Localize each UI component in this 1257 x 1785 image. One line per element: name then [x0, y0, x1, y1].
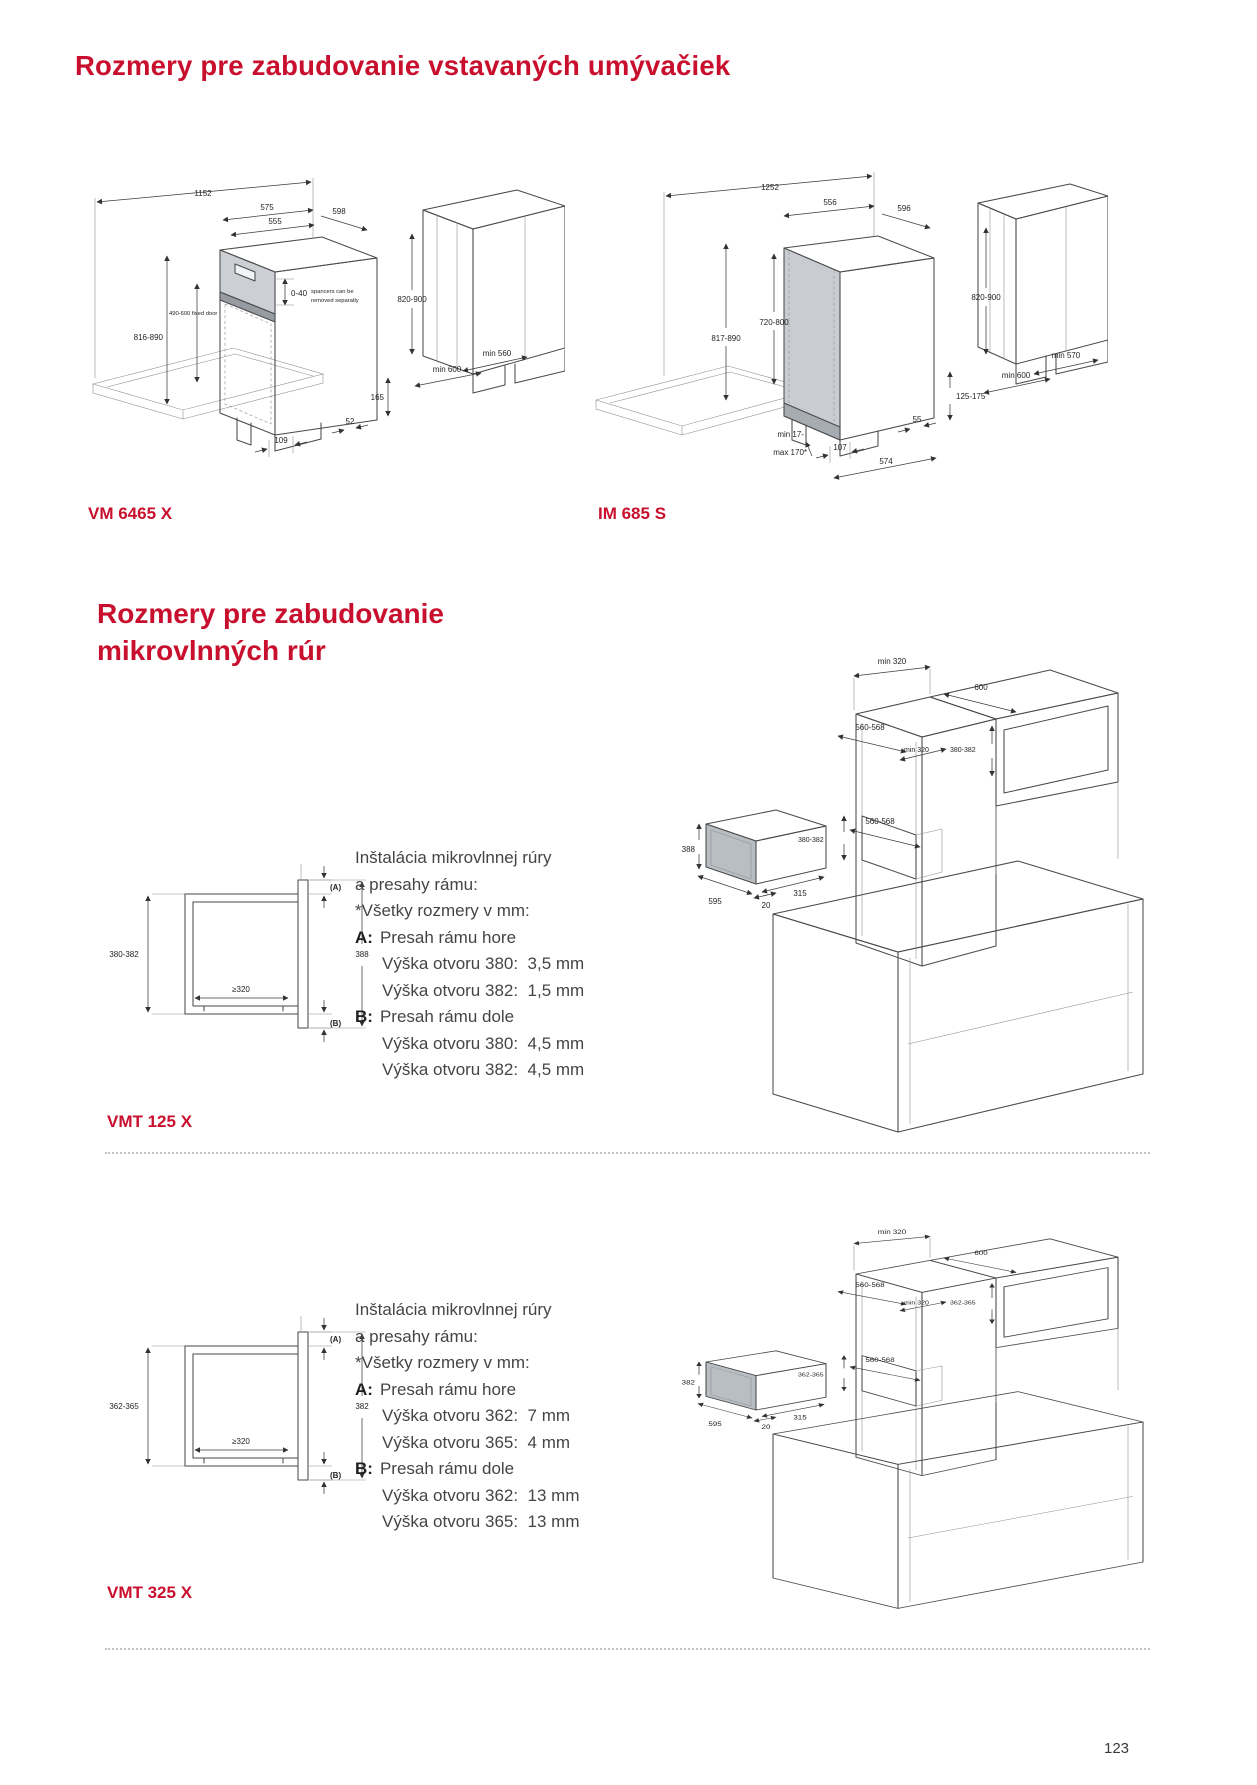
notes-b-row2: Výška otvoru 365: 13 mm — [382, 1512, 580, 1531]
dotted-divider — [105, 1152, 1150, 1154]
model-label-vmt125x: VMT 125 X — [107, 1112, 193, 1131]
dim-plinth-height: 165 — [370, 393, 384, 402]
notes-b-row1: Výška otvoru 362: 13 mm — [382, 1485, 580, 1505]
dim-height-left: 816-890 — [133, 333, 163, 342]
notes-a-row1: Výška otvoru 362: 7 mm — [382, 1406, 571, 1425]
dim-min-depth-bottom: min 600 — [1001, 371, 1031, 380]
dim-plinth-depth: 55 — [912, 415, 922, 424]
cross-section-diagram-vmt125x — [100, 856, 380, 1051]
marker-a: (A) — [330, 1335, 342, 1344]
dim-foot-depth: 109 — [274, 436, 288, 445]
dim-height-range: 362-365 — [109, 1402, 139, 1411]
dim-niche-height-right: 362-365 — [950, 1299, 976, 1307]
notes-a-label: A: — [355, 1379, 373, 1399]
wall-cabinet-drawing — [930, 1239, 1118, 1402]
dim-spacer-range: 0-40 — [291, 289, 308, 298]
microwaves-section-title — [97, 595, 444, 669]
notes-intro-1: Inštalácia mikrovlnnej rúry — [355, 848, 552, 867]
dim-min-depth-bottom: min 600 — [432, 365, 462, 374]
dim-overall-height: 388 — [355, 950, 369, 959]
cabinet-column-drawing — [856, 697, 996, 966]
dim-min-width-top: min 320 — [877, 657, 907, 666]
spacer-note-line2: removed separatly — [311, 298, 359, 304]
marker-b: (B) — [330, 1019, 342, 1028]
notes-b-title: B: Presah rámu dole — [355, 1459, 515, 1478]
dim-niche-width-top: 560-568 — [855, 723, 885, 732]
dim-niche-width-top: 560-568 — [855, 1280, 885, 1289]
dim-depth: 596 — [897, 204, 911, 213]
dim-min-width-right: min 320 — [904, 747, 929, 754]
dim-depth: 598 — [332, 207, 346, 216]
installation-notes-vmt125x — [355, 845, 615, 1084]
frame-drawing — [152, 1316, 308, 1480]
dim-height: 817-890 — [711, 334, 741, 343]
niche-opening-right — [1004, 706, 1108, 793]
dim-min-depth-top: min 560 — [482, 349, 512, 358]
wall-cabinet-drawing — [930, 670, 1118, 874]
dim-unit-depth: 315 — [793, 889, 807, 898]
cross-section-diagram-vmt325x — [100, 1308, 380, 1503]
dim-unit-depth: 315 — [793, 1413, 807, 1422]
marker-a: (A) — [330, 883, 342, 892]
notes-b-label: B: — [355, 1007, 373, 1026]
cabinet-drawing — [423, 190, 565, 393]
microwaves-title-line1: Rozmery pre zabudovanie — [97, 598, 444, 629]
page-number: 123 — [1104, 1740, 1130, 1757]
notes-a-row2: Výška otvoru 365: 4 mm — [382, 1432, 571, 1452]
dim-unit-height: 388 — [681, 845, 695, 854]
dim-niche-width-bottom: 560-568 — [865, 1355, 895, 1364]
plinth-board-drawing — [596, 366, 814, 435]
dim-min-width-top: min 320 — [877, 1227, 907, 1236]
notes-a-row2: Výška otvoru 382: 1,5 mm — [382, 980, 585, 1000]
niche-opening-right — [1004, 1268, 1108, 1338]
dim-niche-height-right: 380-382 — [950, 747, 976, 754]
dim-unit-width: 595 — [708, 897, 722, 906]
dim-min-width-right: min 320 — [904, 1299, 929, 1307]
dim-foot-note2: max 170* — [773, 448, 807, 457]
dim-total-width: 1252 — [761, 183, 779, 192]
installation-notes-vmt325x — [355, 1297, 615, 1536]
base-cabinet-drawing — [773, 1392, 1143, 1609]
dimension-lines — [95, 178, 527, 457]
dim-overall-height: 382 — [355, 1402, 369, 1411]
notes-intro-2: a presahy rámu: — [355, 874, 478, 894]
microwave-door — [706, 824, 756, 884]
notes-a-title: A: Presah rámu hore — [355, 927, 517, 947]
dim-min-depth-top: min 570 — [1051, 351, 1081, 360]
dim-unit-offset: 20 — [761, 901, 771, 910]
dishwashers-section-title: Rozmery pre zabudovanie vstavaných umývačiek — [75, 50, 731, 81]
dim-unit-offset: 20 — [761, 1423, 771, 1431]
dim-fixed-door: 490-600 fixed door — [169, 311, 218, 317]
dim-width: 556 — [823, 198, 837, 207]
notes-b-label: B: — [355, 1459, 373, 1478]
notes-intro-2: a presahy rámu: — [355, 1326, 478, 1346]
dim-base-width: 574 — [879, 457, 893, 466]
dimension-lines — [109, 1318, 369, 1494]
dimension-lines — [109, 866, 369, 1042]
dim-cabinet-height: 820-900 — [397, 295, 427, 304]
dim-niche-height-left: 380-382 — [798, 837, 824, 844]
frame-drawing — [152, 864, 308, 1028]
dim-unit-height: 382 — [681, 1378, 695, 1387]
notes-intro-3: *Všetky rozmery v mm: — [355, 901, 530, 920]
plinth-board-drawing — [93, 348, 323, 419]
dim-width-outer: 575 — [260, 203, 274, 212]
notes-b-title: B: Presah rámu dole — [355, 1007, 515, 1026]
dotted-divider — [105, 1648, 1150, 1650]
dim-min-depth: ≥320 — [232, 985, 250, 994]
dimension-lines — [664, 172, 1098, 478]
iso-diagram-vmt325x — [598, 1162, 1158, 1622]
notes-intro-1: Inštalácia mikrovlnnej rúry — [355, 1300, 552, 1319]
notes-b-row1: Výška otvoru 380: 4,5 mm — [382, 1033, 585, 1053]
notes-a-label: A: — [355, 927, 373, 947]
iso-diagram-vmt125x — [598, 574, 1158, 1149]
dim-height-range: 380-382 — [109, 950, 139, 959]
dim-cabinet-height: 820-900 — [971, 293, 1001, 302]
marker-b: (B) — [330, 1471, 342, 1480]
dim-cabinet-depth: 600 — [974, 683, 988, 692]
cabinet-drawing — [978, 184, 1108, 384]
notes-intro-3: *Všetky rozmery v mm: — [355, 1353, 530, 1372]
dim-min-depth: ≥320 — [232, 1437, 250, 1446]
dim-niche-width-bottom: 560-568 — [865, 817, 895, 826]
dim-door-height: 720-800 — [759, 318, 789, 327]
diagram-vm6465x — [85, 152, 565, 462]
front-frame-bar — [298, 1332, 308, 1480]
cabinet-column-drawing — [856, 1260, 996, 1475]
dim-niche-height-left: 362-365 — [798, 1371, 824, 1379]
diagram-im685s — [578, 148, 1108, 488]
dim-plinth-height: 125-175 — [956, 392, 986, 401]
model-label-vm6465x: VM 6465 X — [88, 504, 173, 523]
base-cabinet-drawing — [773, 861, 1143, 1132]
model-label-vmt325x: VMT 325 X — [107, 1583, 193, 1602]
dim-width-inner: 555 — [268, 217, 282, 226]
model-label-im685s: IM 685 S — [598, 504, 667, 523]
dim-total-width: 1152 — [194, 189, 212, 198]
microwave-unit-drawing — [706, 1351, 826, 1410]
dim-plinth-depth: 52 — [345, 417, 355, 426]
notes-a-row1: Výška otvoru 380: 3,5 mm — [382, 954, 585, 973]
microwaves-title-line2: mikrovlnných rúr — [97, 635, 326, 666]
dishwasher-drawing — [784, 236, 934, 456]
microwave-unit-drawing — [706, 810, 826, 884]
front-frame-bar — [298, 880, 308, 1028]
dim-unit-width: 595 — [708, 1419, 722, 1428]
dim-cabinet-depth: 600 — [974, 1248, 988, 1257]
notes-a-title: A: Presah rámu hore — [355, 1379, 517, 1399]
microwave-door — [706, 1362, 756, 1410]
dim-foot-depth: 107 — [833, 443, 847, 452]
dim-foot-note1: min 17- — [777, 430, 804, 439]
notes-b-row2: Výška otvoru 382: 4,5 mm — [382, 1060, 585, 1079]
spacer-note-line1: spancers can be — [311, 289, 354, 295]
